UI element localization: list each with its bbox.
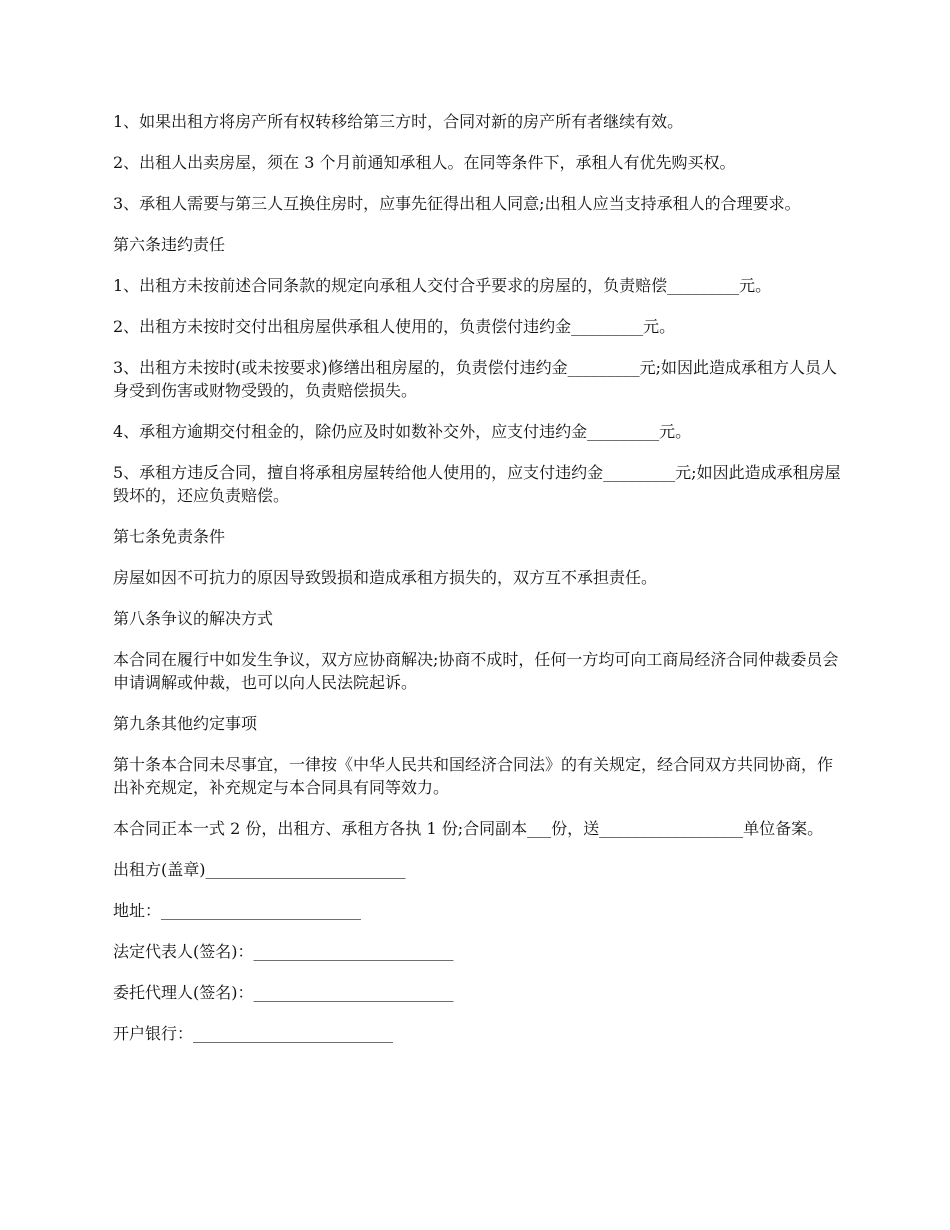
section-heading-other: 第九条其他约定事项 (113, 714, 258, 733)
liability-item-2: 2、出租方未按时交付出租房屋供承租人使用的，负责偿付违约金_________元。 (113, 317, 676, 336)
clause-transfer-ownership: 1、如果出租方将房产所有权转移给第三方时，合同对新的房产所有者继续有效。 (113, 112, 684, 131)
signature-legal-rep: 法定代表人(签名)：_________________________ (113, 942, 454, 961)
clause-housing-exchange: 3、承租人需要与第三人互换住房时，应事先征得出租人同意;出租人应当支持承租人的合理要求。 (113, 194, 801, 213)
clause-sale-notice: 2、出租人出卖房屋，须在 3 个月前通知承租人。在同等条件下，承租人有优先购买权。 (113, 153, 736, 172)
clause-ten-text: 第十条本合同未尽事宜，一律按《中华人民共和国经济合同法》的有关规定，经合同双方共同协商，作出补充规定，补充规定与本合同具有同等效力。 (113, 755, 834, 797)
liability-item-3: 3、出租方未按时(或未按要求)修缮出租房屋的，负责偿付违约金_________元;如因此造成承租方人员人身受到伤害或财物受毁的，负责赔偿损失。 (113, 358, 838, 400)
signature-lessor-seal: 出租方(盖章)_________________________ (113, 860, 406, 879)
contract-body (113, 110, 841, 1063)
dispute-text: 本合同在履行中如发生争议，双方应协商解决;协商不成时，任何一方均可向工商局经济合同仲裁委员会申请调解或仲裁，也可以向人民法院起诉。 (113, 650, 839, 692)
signature-address: 地址：_________________________ (113, 901, 362, 920)
liability-item-5: 5、承租方违反合同，擅自将承租房屋转给他人使用的，应支付违约金_________元;如因此造成承租房屋毁坏的，还应负责赔偿。 (113, 463, 841, 505)
liability-item-4: 4、承租方逾期交付租金的，除仍应及时如数补交外，应支付违约金_________元。 (113, 422, 692, 441)
copies-text: 本合同正本一式 2 份，出租方、承租方各执 1 份;合同副本___份，送__________________单位备案。 (113, 819, 824, 838)
signature-bank: 开户银行：_________________________ (113, 1024, 394, 1043)
liability-item-1: 1、出租方未按前述合同条款的规定向承租人交付合乎要求的房屋的，负责赔偿_________元。 (113, 276, 772, 295)
section-heading-exemption: 第七条免责条件 (113, 527, 226, 546)
exemption-text: 房屋如因不可抗力的原因导致毁损和造成承租方损失的，双方互不承担责任。 (113, 568, 658, 587)
section-heading-dispute: 第八条争议的解决方式 (113, 609, 274, 628)
signature-agent: 委托代理人(签名)：_________________________ (113, 983, 454, 1002)
section-heading-liability: 第六条违约责任 (113, 235, 226, 254)
